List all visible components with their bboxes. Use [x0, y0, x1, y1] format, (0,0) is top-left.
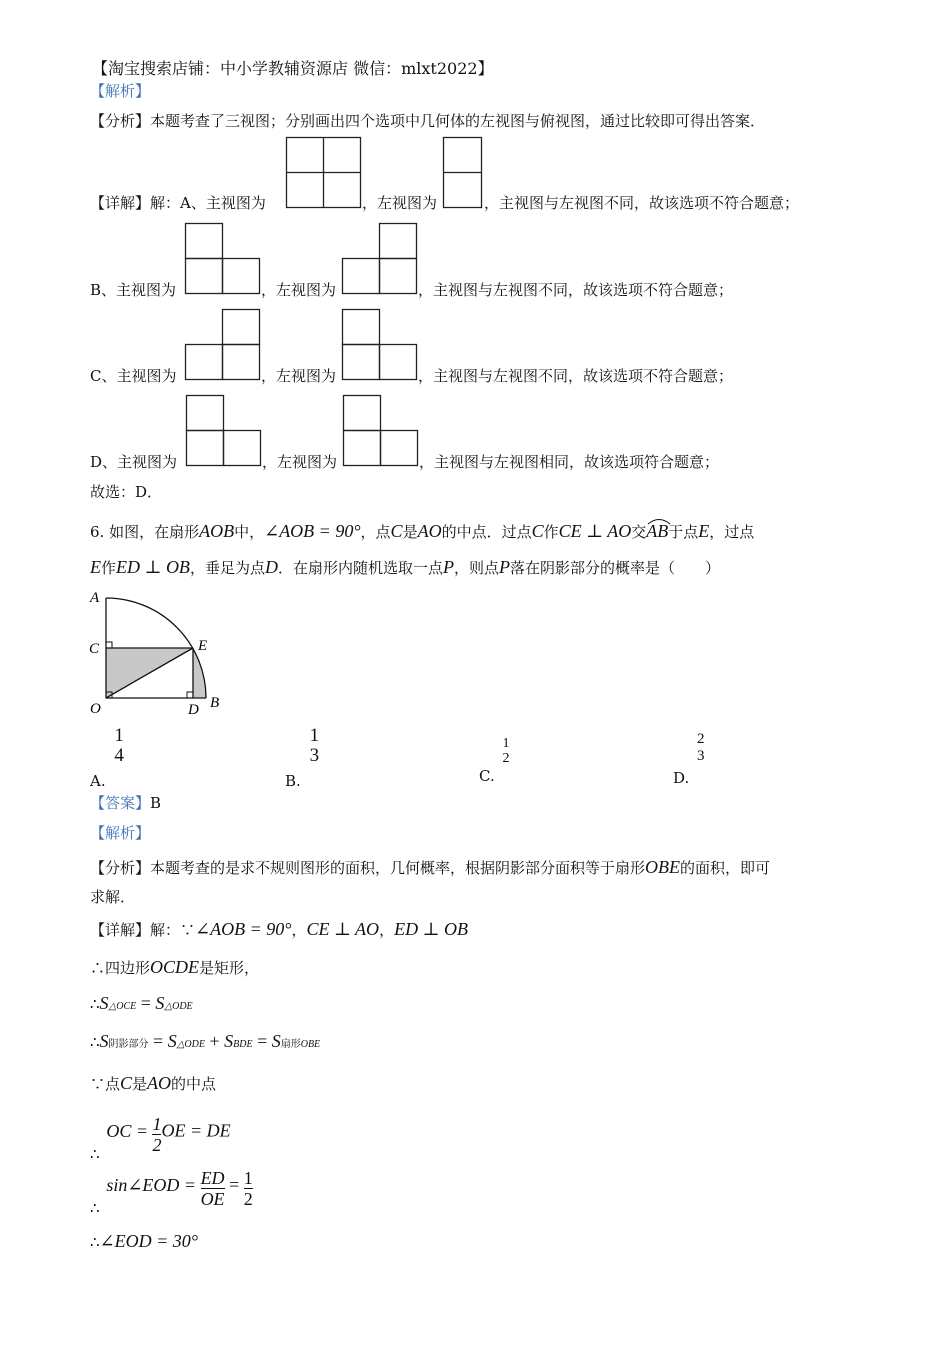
choose-answer: 故选：D．	[90, 483, 163, 501]
detail-c-pre: C、主视图为	[90, 367, 177, 385]
sol-step6: ∴ OC = $\frac{1}{2}$ OE = DE	[90, 1114, 231, 1163]
detail-d-mid: ，左视图为	[262, 453, 338, 471]
sol-step3: ∴S△OCE = S△ODE	[90, 993, 193, 1013]
option-a[interactable]: A. 1 4	[90, 725, 124, 790]
jiexi-tag-2: 【解析】	[90, 824, 151, 842]
detail-b-pre: B、主视图为	[90, 281, 177, 299]
analysis-1: 【分析】本题考查了三视图；分别画出四个选项中几何体的左视图与俯视图，通过比较即可得出答案．	[90, 112, 766, 130]
label-B: B	[210, 695, 220, 711]
q6-line1: 6. 如图，在扇形AOB中，∠AOB = 90°，点C是AO的中点．过点C作CE ⊥ AO交AB 于点E，过点	[90, 521, 755, 541]
sol-step2: ∴四边形OCDE是矩形，	[90, 957, 260, 977]
sol-step5: ∵点C是AO的中点	[90, 1073, 217, 1093]
detail-a-prefix: 【详解】解：A、主视图为	[90, 194, 266, 212]
view-b-left-L	[342, 223, 417, 295]
detail-b-end: ，主视图与左视图不同，故该选项不符合题意；	[418, 281, 734, 299]
shaded-segment-bde	[193, 648, 206, 698]
detail-a-end: ，主视图与左视图不同，故该选项不符合题意；	[484, 194, 800, 212]
view-a-front-2x2	[286, 137, 361, 209]
view-d-front-L	[186, 395, 261, 467]
view-a-left-1x2	[443, 137, 483, 209]
header-banner: 【淘宝搜索店铺：中小学教辅资源店 微信：mlxt2022】	[92, 59, 494, 78]
detail-d-end: ，主视图与左视图相同，故该选项符合题意；	[419, 453, 720, 471]
view-d-left-L	[343, 395, 418, 467]
sol-step8: ∴∠EOD = 30°	[90, 1231, 198, 1251]
jiexi-tag: 【解析】	[90, 82, 151, 100]
detail-a-mid: ，左视图为	[362, 194, 438, 212]
sol-step7: ∴ sin∠EOD = $\frac{ED}{OE}$ = $\frac{1}{2}$	[90, 1168, 253, 1217]
sol-step4: ∴S阴影部分 = S△ODE + SBDE = S扇形OBE	[90, 1031, 321, 1051]
label-O: O	[90, 701, 101, 717]
view-c-front-L	[185, 309, 260, 381]
answer-line: 【答案】B	[90, 794, 162, 812]
option-c[interactable]: C. 1 2	[479, 736, 510, 785]
label-C: C	[89, 641, 100, 657]
label-A: A	[90, 590, 100, 606]
option-b[interactable]: B. 1 3	[285, 725, 320, 790]
view-b-front-L	[185, 223, 260, 295]
detail-c-mid: ，左视图为	[261, 367, 337, 385]
q6-line2: E作ED ⊥ OB，垂足为点D．在扇形内随机选取一点P，则点P落在阴影部分的概率是（ ）	[90, 557, 720, 577]
detail-b-mid: ，左视图为	[261, 281, 337, 299]
label-E: E	[198, 638, 208, 654]
detail-c-end: ，主视图与左视图不同，故该选项不符合题意；	[418, 367, 734, 385]
sector-figure	[85, 585, 235, 720]
label-D: D	[188, 702, 199, 718]
analysis-2-cont: 求解．	[90, 888, 136, 906]
option-d[interactable]: D. 2 3	[673, 731, 705, 787]
analysis-2: 【分析】本题考查的是求不规则图形的面积，几何概率，根据阴影部分面积等于扇形OBE的面积，即可	[90, 857, 771, 877]
view-c-left-L	[342, 309, 417, 381]
detail-d-pre: D、主视图为	[90, 453, 178, 471]
sol-step1: 【详解】解：∵∠AOB = 90°，CE ⊥ AO，ED ⊥ OB	[90, 919, 468, 939]
